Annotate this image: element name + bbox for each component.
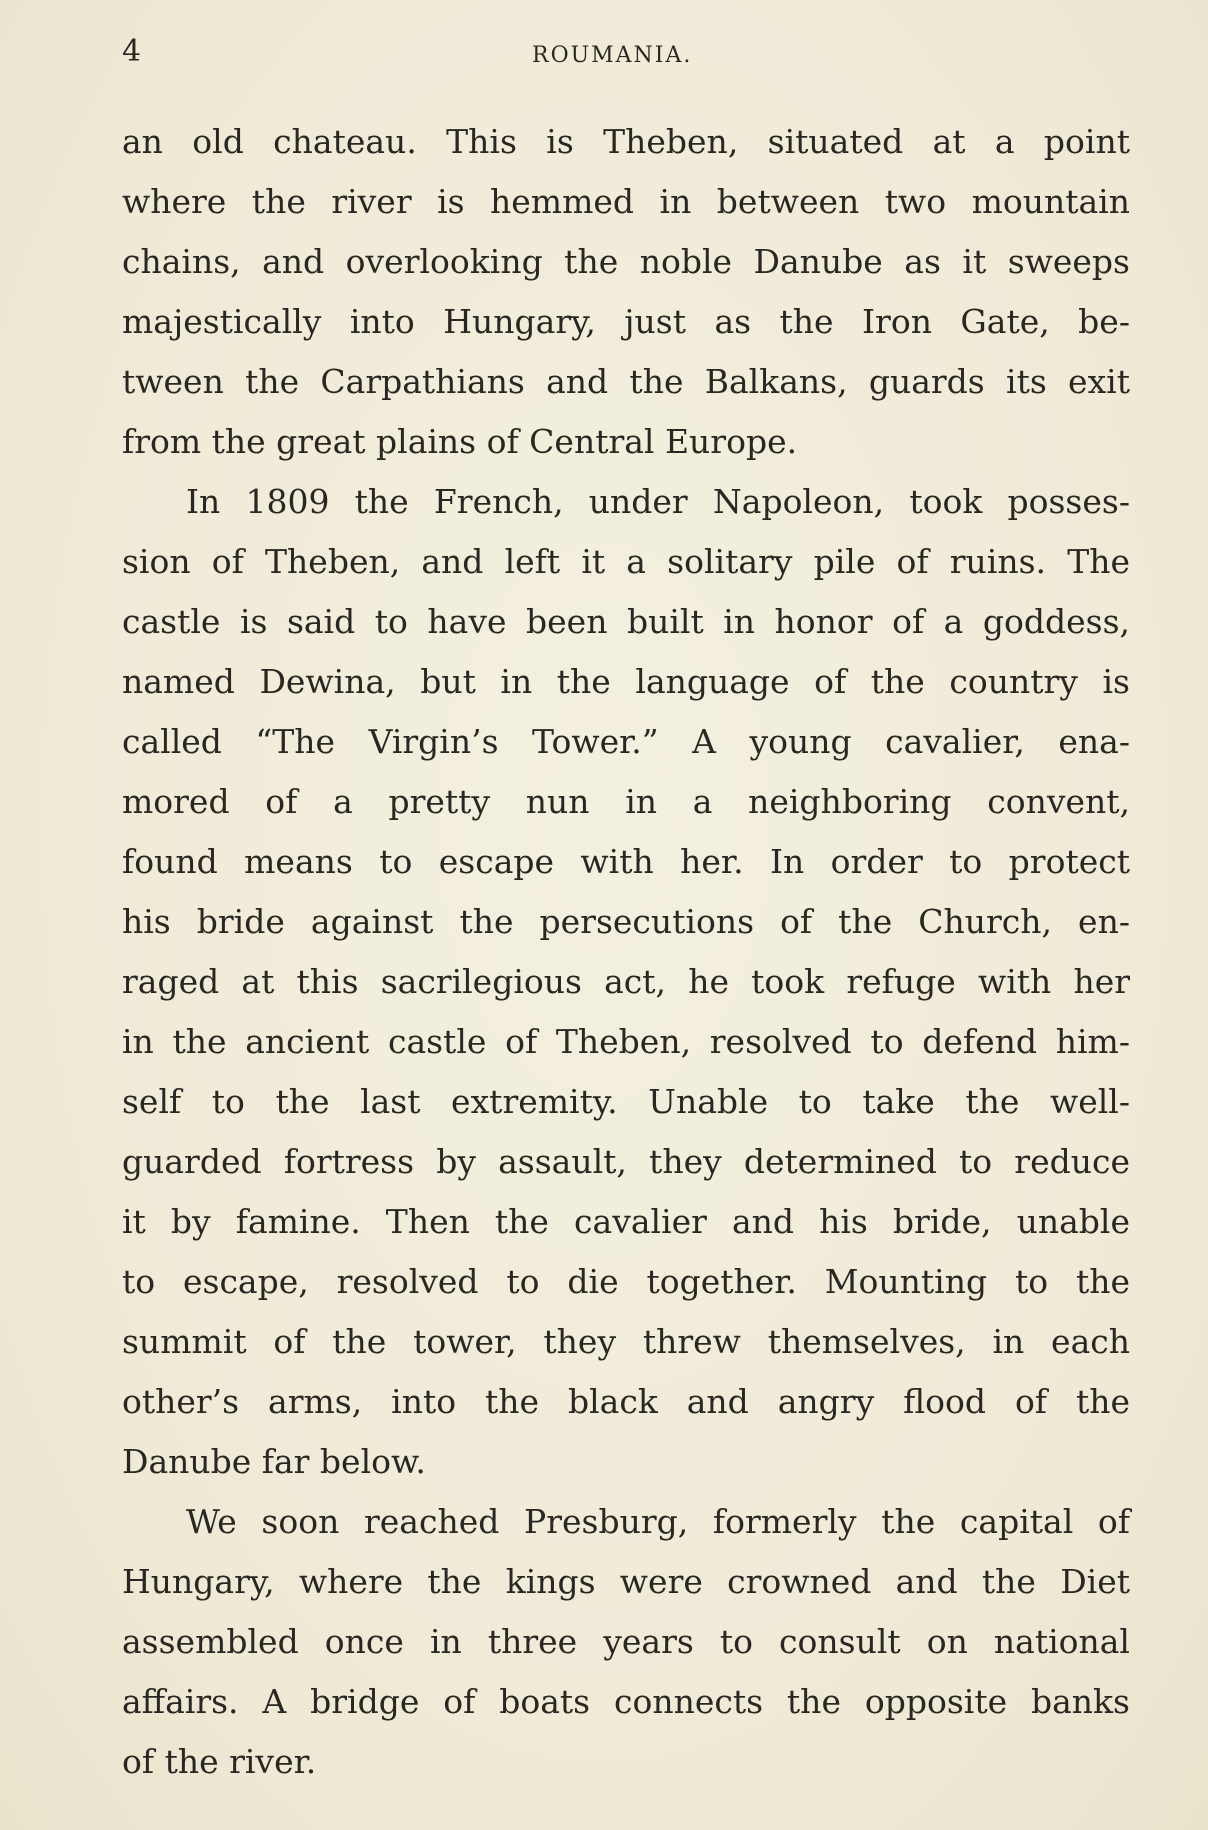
text-line: affairs. A bridge of boats connects the opposite banks — [122, 1682, 1130, 1721]
text-line: other’s arms, into the black and angry flood of the — [122, 1382, 1130, 1421]
text-line: Danube far below. — [122, 1442, 426, 1481]
text-line: chains, and overlooking the noble Danube as it sweeps — [122, 242, 1130, 281]
text-line: We soon reached Presburg, formerly the capital of — [186, 1502, 1130, 1541]
text-line: guarded fortress by assault, they determined to reduce — [122, 1142, 1130, 1181]
text-line: it by famine. Then the cavalier and his bride, unable — [122, 1202, 1130, 1241]
text-line: of the river. — [122, 1742, 317, 1781]
text-line: castle is said to have been built in honor of a goddess, — [122, 602, 1130, 641]
text-line: from the great plains of Central Europe. — [122, 422, 798, 461]
running-title: ROUMANIA. — [532, 43, 693, 68]
text-line: called “The Virgin’s Tower.” A young cavalier, ena- — [122, 722, 1130, 761]
text-line: assembled once in three years to consult on national — [122, 1622, 1130, 1661]
text-line: named Dewina, but in the language of the country is — [122, 662, 1130, 701]
text-line: mored of a pretty nun in a neighboring convent, — [122, 782, 1130, 821]
text-line: summit of the tower, they threw themselves, in each — [122, 1322, 1130, 1361]
text-line: Hungary, where the kings were crowned and the Diet — [122, 1562, 1130, 1601]
text-line: found means to escape with her. In order to protect — [122, 842, 1130, 881]
text-line: raged at this sacrilegious act, he took refuge with her — [122, 962, 1130, 1001]
body-text — [122, 112, 1130, 1792]
page-number: 4 — [122, 34, 142, 69]
paragraph-1 — [122, 112, 1130, 472]
text-line: his bride against the persecutions of the Church, en- — [122, 902, 1130, 941]
text-line: in the ancient castle of Theben, resolved to defend him- — [122, 1022, 1130, 1061]
text-line: sion of Theben, and left it a solitary pile of ruins. The — [122, 542, 1130, 581]
paragraph-3 — [122, 1492, 1130, 1792]
text-line: where the river is hemmed in between two mountain — [122, 182, 1130, 221]
text-line: In 1809 the French, under Napoleon, took posses- — [186, 482, 1130, 521]
text-line: an old chateau. This is Theben, situated at a point — [122, 122, 1130, 161]
text-line: tween the Carpathians and the Balkans, guards its exit — [122, 362, 1130, 401]
running-head — [122, 26, 1122, 78]
text-line: self to the last extremity. Unable to take the well- — [122, 1082, 1130, 1121]
paragraph-2 — [122, 472, 1130, 1492]
text-line: to escape, resolved to die together. Mounting to the — [122, 1262, 1130, 1301]
text-line: majestically into Hungary, just as the Iron Gate, be- — [122, 302, 1130, 341]
